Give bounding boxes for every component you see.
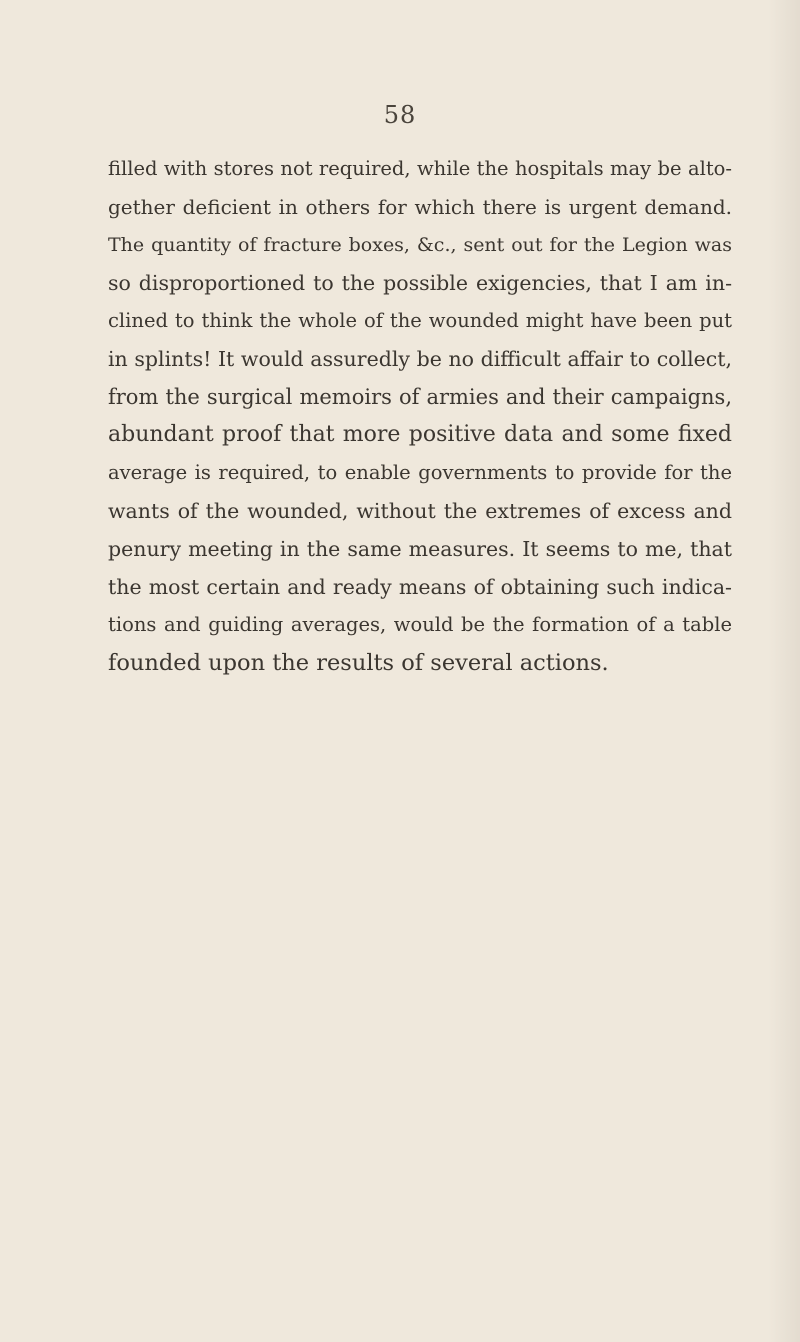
text-line: penury meeting in the same measures. It seems to me, that [108,537,732,561]
body-text [108,150,732,682]
text-line: abundant proof that more positive data and some fixed [108,422,732,447]
text-line: gether deficient in others for which there is urgent demand. [108,195,732,219]
text-line: The quantity of fracture boxes, &c., sent out for the Legion was [108,234,732,256]
text-line: wants of the wounded, without the extremes of excess and [108,499,732,523]
text-line: in splints! It would assuredly be no difficult affair to collect, [108,347,732,371]
text-line: so disproportioned to the possible exigencies, that I am in- [108,271,732,295]
text-line: the most certain and ready means of obtaining such indica- [108,575,732,599]
page-number: 58 [383,101,417,129]
text-line: clined to think the whole of the wounded might have been put [108,309,732,332]
text-line: from the surgical memoirs of armies and their campaigns, [108,385,732,409]
text-line: founded upon the results of several actions. [108,650,609,676]
text-line: tions and guiding averages, would be the formation of a table [108,613,732,636]
text-line: average is required, to enable governments to provide for the [108,461,732,484]
text-line: filled with stores not required, while the hospitals may be alto- [108,157,732,180]
